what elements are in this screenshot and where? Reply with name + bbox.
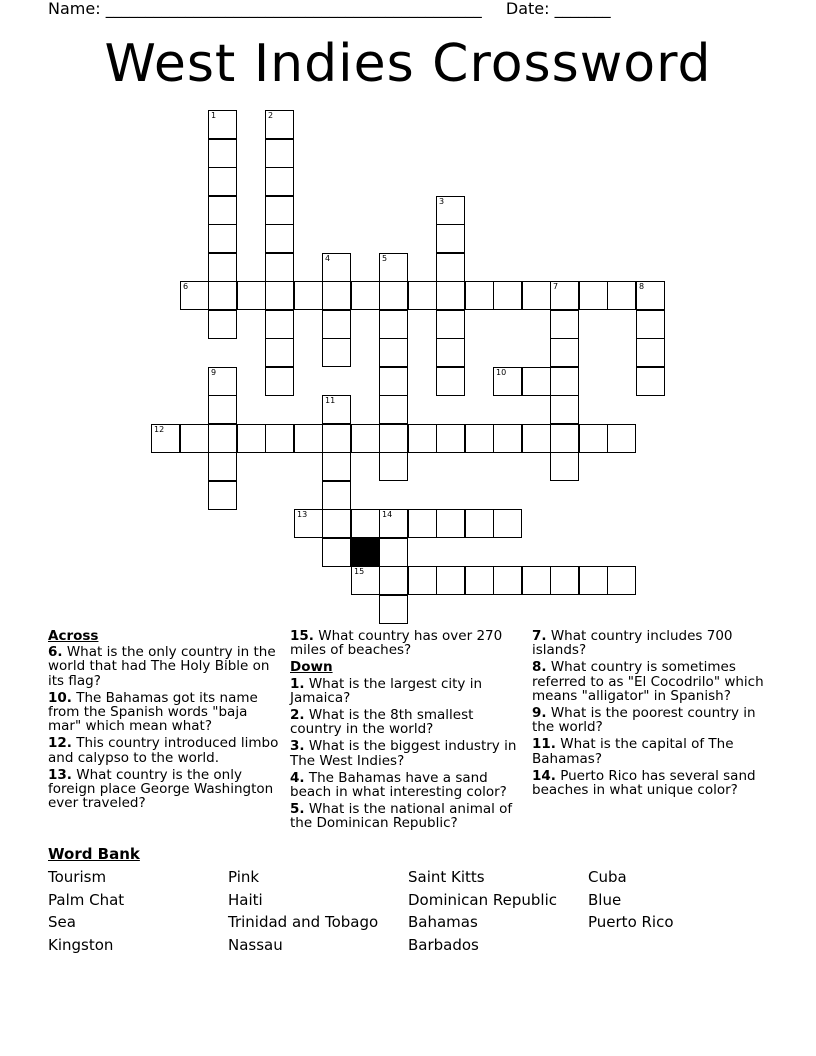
crossword-cell[interactable] [550,367,579,396]
crossword-cell[interactable] [237,281,266,310]
crossword-cell[interactable] [636,310,665,339]
word-bank-heading: Word Bank [48,845,140,863]
crossword-cell[interactable] [607,424,636,453]
crossword-cell[interactable] [408,281,437,310]
crossword-cell[interactable] [265,338,294,367]
crossword-cell[interactable] [436,367,465,396]
crossword-cell[interactable] [208,424,237,453]
crossword-cell[interactable] [265,196,294,225]
crossword-cell[interactable] [522,424,551,453]
crossword-cell[interactable] [294,281,323,310]
word-bank-item: Dominican Republic [408,890,558,909]
word-bank-item: Nassau [228,935,283,954]
clue-number: 11 [325,396,336,405]
crossword-cell[interactable] [322,509,351,538]
word-bank-item: Haiti [228,890,263,909]
clue-down-4: 4. The Bahamas have a sand beach in what interesting color? [290,769,507,801]
crossword-cell[interactable] [493,281,522,310]
crossword-cell[interactable] [322,538,351,567]
crossword-cell[interactable] [636,281,665,310]
crossword-cell[interactable] [208,167,237,196]
crossword-cell[interactable] [237,424,266,453]
crossword-cell[interactable] [607,281,636,310]
crossword-cell[interactable] [208,281,237,310]
crossword-cell[interactable] [379,452,408,481]
crossword-cell[interactable] [493,424,522,453]
crossword-cell[interactable] [493,566,522,595]
crossword-cell[interactable] [351,509,380,538]
clue-number: 12 [154,425,165,434]
clue-across-6: 6. What is the only country in the world that had The Holy Bible on its flag? [48,644,276,689]
crossword-cell[interactable] [522,566,551,595]
crossword-cell[interactable] [379,310,408,339]
clue-across-13: 13. What country is the only foreign place George Washington ever traveled? [48,766,274,812]
crossword-cell[interactable] [180,424,209,453]
word-bank-item: Pink [228,868,260,886]
crossword-cell[interactable] [322,395,351,424]
crossword-cell[interactable] [265,367,294,396]
crossword-cell[interactable] [436,509,465,538]
crossword-cell[interactable] [550,424,579,453]
crossword-cell[interactable] [265,424,294,453]
clues-column-2 [290,629,526,834]
crossword-cell[interactable] [436,566,465,595]
name-label: Name: [48,0,101,18]
crossword-cell[interactable] [151,424,180,453]
crossword-cell[interactable] [265,310,294,339]
crossword-cell[interactable] [208,224,237,253]
word-bank-item: Tourism [48,868,107,886]
crossword-cell[interactable] [550,395,579,424]
clue-across-12: 12. This country introduced limbo and calypso to the world. [48,735,279,766]
crossword-cell[interactable] [208,310,237,339]
crossword-cell[interactable] [379,509,408,538]
date-field[interactable]: _______ [554,0,611,18]
clue-number: 6 [183,282,189,291]
crossword-cell[interactable] [322,338,351,367]
crossword-cell[interactable] [265,167,294,196]
crossword-cell[interactable] [351,281,380,310]
clues-column-1 [48,629,284,813]
crossword-cell[interactable] [579,281,608,310]
crossword-cell[interactable] [322,424,351,453]
word-bank-item: Trinidad and Tobago [228,913,379,931]
clue-across-15: 15. What country has over 270 miles of beaches? [290,628,503,659]
crossword-cell[interactable] [322,310,351,339]
crossword-cell[interactable] [294,424,323,453]
crossword-cell[interactable] [436,196,465,225]
crossword-cell[interactable] [379,367,408,396]
crossword-cell[interactable] [436,281,465,310]
crossword-cell[interactable] [265,281,294,310]
clue-down-1: 1. What is the largest city in Jamaica? [290,675,482,706]
clue-down-9: 9. What is the poorest country in the world? [532,705,756,736]
crossword-cell[interactable] [208,253,237,282]
crossword-cell[interactable] [322,452,351,481]
crossword-cell[interactable] [579,424,608,453]
name-field[interactable]: _______________________________________________ [105,0,482,18]
crossword-cell[interactable] [208,139,237,168]
crossword-cell[interactable] [379,338,408,367]
crossword-cell[interactable] [208,196,237,225]
crossword-cell[interactable] [636,338,665,367]
word-bank-item: Barbados [408,935,479,954]
clue-number: 13 [297,510,308,519]
clue-down-7: 7. What country includes 700 islands? [532,628,733,659]
crossword-cell[interactable] [436,253,465,282]
crossword-cell[interactable] [265,253,294,282]
word-bank-item: Blue [588,890,622,909]
clue-down-5: 5. What is the national animal of the Dominican Republic? [290,801,513,832]
crossword-cell[interactable] [436,424,465,453]
page-title: West Indies Crossword [104,34,712,94]
crossword-cell[interactable] [408,509,437,538]
clue-down-8: 8. What country is sometimes referred to as "El Cocodrilo" which means "alligator" in Spanish? [532,659,764,704]
crossword-cell[interactable] [379,253,408,282]
crossword-cell[interactable] [607,566,636,595]
crossword-cell[interactable] [579,566,608,595]
crossword-cell[interactable] [550,566,579,595]
crossword-cell[interactable] [550,281,579,310]
crossword-cell[interactable] [493,509,522,538]
clue-across-10: 10. The Bahamas got its name from the Spanish words "baja mar" which mean what? [48,689,258,735]
crossword-cell[interactable] [465,509,494,538]
crossword-block [351,538,380,567]
clue-down-3: 3. What is the biggest industry in The West Indies? [290,738,517,769]
clue-down-14: 14. Puerto Rico has several sand beaches in what unique color? [532,767,756,799]
crossword-cell[interactable] [379,566,408,595]
crossword-cell[interactable] [265,224,294,253]
crossword-cell[interactable] [379,538,408,567]
clue-down-2: 2. What is the 8th smallest country in the world? [290,707,474,738]
crossword-cell[interactable] [436,310,465,339]
crossword-cell[interactable] [493,367,522,396]
crossword-cell[interactable] [322,481,351,510]
word-bank-item: Sea [48,913,76,931]
crossword-cell[interactable] [379,595,408,624]
crossword-cell[interactable] [465,281,494,310]
crossword-cell[interactable] [265,139,294,168]
crossword-cell[interactable] [436,224,465,253]
crossword-cell[interactable] [379,281,408,310]
crossword-cell[interactable] [265,110,294,139]
word-bank-item: Kingston [48,935,114,954]
clue-number: 8 [639,282,645,291]
crossword-cell[interactable] [208,367,237,396]
crossword-cell[interactable] [351,424,380,453]
clue-number: 7 [553,282,559,291]
crossword-cell[interactable] [465,566,494,595]
crossword-cell[interactable] [465,424,494,453]
crossword-cell[interactable] [436,338,465,367]
crossword-cell[interactable] [522,367,551,396]
crossword-cell[interactable] [208,395,237,424]
clue-number: 9 [211,368,217,377]
across-heading: Across [48,628,99,644]
clue-number: 15 [354,567,365,576]
crossword-cell[interactable] [408,424,437,453]
crossword-cell[interactable] [379,424,408,453]
crossword-cell[interactable] [408,566,437,595]
clue-number: 3 [439,197,445,206]
word-bank-item: Bahamas [408,913,478,931]
down-heading: Down [290,659,333,676]
crossword-cell[interactable] [636,367,665,396]
crossword-cell[interactable] [522,281,551,310]
word-bank-item: Palm Chat [48,890,125,909]
clue-number: 5 [382,254,388,263]
crossword-cell[interactable] [294,509,323,538]
clue-number: 1 [211,111,217,120]
word-bank [48,868,788,954]
crossword-cell[interactable] [322,253,351,282]
clue-number: 14 [382,510,393,519]
crossword-cell[interactable] [208,110,237,139]
crossword-cell[interactable] [351,566,380,595]
date-label: Date: [505,0,550,18]
word-bank-item: Saint Kitts [408,868,485,886]
crossword-cell[interactable] [550,310,579,339]
clue-down-11: 11. What is the capital of The Bahamas? [532,736,734,767]
clue-number: 10 [496,368,507,377]
crossword-cell[interactable] [180,281,209,310]
crossword-cell[interactable] [322,281,351,310]
crossword-cell[interactable] [208,481,237,510]
clues-column-3 [532,629,768,800]
clue-number: 2 [268,111,274,120]
word-bank-item: Puerto Rico [588,913,674,931]
clue-number: 4 [325,254,331,263]
word-bank-item: Cuba [588,868,627,886]
crossword-cell[interactable] [379,395,408,424]
crossword-cell[interactable] [550,452,579,481]
crossword-cell[interactable] [550,338,579,367]
crossword-cell[interactable] [208,452,237,481]
